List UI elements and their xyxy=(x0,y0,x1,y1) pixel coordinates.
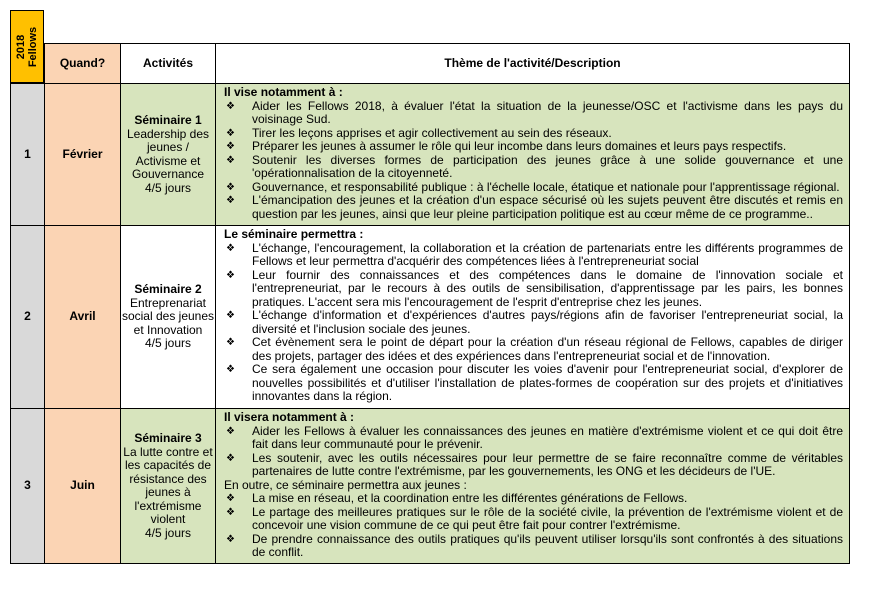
description-intro: Il vise notamment à : xyxy=(224,85,343,99)
bullet-text: L'échange d'information et d'expériences d'autres pays/régions afin de favoriser l'entrepreneuriat social, la diversité et l'inclusion sociale des jeunes. xyxy=(252,308,843,336)
activity-duration: 4/5 jours xyxy=(144,180,192,195)
row-month: Juin xyxy=(45,409,121,564)
diamond-bullet-icon: ❖ xyxy=(226,141,235,152)
list-item xyxy=(224,100,843,127)
description-cell xyxy=(216,84,850,226)
table-row xyxy=(11,409,850,564)
header-description: Thème de l'activité/Description xyxy=(216,44,850,84)
fellows-word: Fellows xyxy=(27,26,39,67)
description-cell xyxy=(216,226,850,409)
diamond-bullet-icon: ❖ xyxy=(226,310,235,321)
bullet-text: L'échange, l'encouragement, la collaboration et la création de partenariats entre les différents programmes de Fellows et leur permettra d'acquérir des compétences liées à l'entrepreneuriat social xyxy=(252,240,843,268)
bullet-text: L'émancipation des jeunes et la création d'un espace sécurisé où les sujets peuvent être discutés et remis en question par les jeunes, ainsi que leur pleine participation politique est au cœur même de ce programme.. xyxy=(252,193,843,221)
list-item xyxy=(224,492,843,506)
activity-cell xyxy=(121,226,216,409)
activity-title: Séminaire 2 xyxy=(134,282,202,297)
activity-cell xyxy=(121,84,216,226)
bullet-text: Gouvernance, et responsabilité publique : à l'échelle locale, étatique et nationale pour l'apprentissage régional. xyxy=(252,179,840,194)
list-item xyxy=(224,269,843,310)
bullet-text: Aider les Fellows 2018, à évaluer l'état la situation de la jeunesse/OSC et l'activisme dans les pays du voisinage Sud. xyxy=(252,98,843,126)
description-bullets xyxy=(224,242,843,404)
bullet-text: Ce sera également une occasion pour discuter les voies d'avenir pour l'entrepreneuriat social, d'explorer de nouvelles possibilités et d'utiliser l'installation de plates-formes de coopération sur des projets et d'initiatives innovantes dans la région. xyxy=(252,362,843,403)
bullet-text: Soutenir les diverses formes de participation des jeunes grâce à une solide gouvernance et une 'opérationnalisation de la citoyenneté. xyxy=(252,152,843,180)
description-cell xyxy=(216,409,850,564)
activity-title: Séminaire 1 xyxy=(134,113,202,127)
diamond-bullet-icon: ❖ xyxy=(226,452,235,464)
list-item xyxy=(224,533,843,560)
diamond-bullet-icon: ❖ xyxy=(226,181,235,193)
description-intro: Il visera notamment à : xyxy=(224,410,355,424)
list-item xyxy=(224,452,843,479)
list-item xyxy=(224,140,843,154)
bullet-text: Les soutenir, avec les outils nécessaires pour leur permettre de se faire reconnaître comme de véritables partenaires de lutte contre l'extrémisme, par les gouvernements, les ONG et les décideurs de l'UE. xyxy=(252,450,843,478)
diamond-bullet-icon: ❖ xyxy=(226,493,235,504)
diamond-bullet-icon: ❖ xyxy=(226,533,235,545)
table-header-row xyxy=(11,44,850,84)
row-month: Avril xyxy=(45,226,121,409)
bullet-text: Aider les Fellows à évaluer les connaissances des jeunes en matière d'extrémisme violent et ce qui doit être fait dans leur communauté pour le prévenir. xyxy=(252,423,843,451)
table-row xyxy=(11,226,850,409)
list-item xyxy=(224,425,843,452)
header-activities: Activités xyxy=(121,44,216,84)
diamond-bullet-icon: ❖ xyxy=(226,269,235,281)
activity-duration: 4/5 jours xyxy=(144,525,192,540)
diamond-bullet-icon: ❖ xyxy=(226,506,235,518)
list-item xyxy=(224,309,843,336)
list-item xyxy=(224,506,843,533)
list-item xyxy=(224,194,843,221)
activity-title: Séminaire 3 xyxy=(134,431,202,445)
bullet-text: De prendre connaissance des outils pratiques qu'ils peuvent utiliser lorsqu'ils sont confrontés à des situations de conflit. xyxy=(252,531,843,559)
description-bullets xyxy=(224,100,843,222)
fellows-year: 2018 xyxy=(15,34,27,59)
activity-theme: La lutte contre et les capacités de résistance des jeunes à l'extrémisme violent xyxy=(123,444,213,526)
diamond-bullet-icon: ❖ xyxy=(226,364,235,375)
diamond-bullet-icon: ❖ xyxy=(226,337,235,348)
description-intro-secondary: En outre, ce séminaire permettra aux jeunes : xyxy=(224,477,467,492)
header-when: Quand? xyxy=(45,44,121,84)
diamond-bullet-icon: ❖ xyxy=(226,127,235,139)
diamond-bullet-icon: ❖ xyxy=(226,425,235,437)
seminar-schedule-table xyxy=(10,43,850,564)
bullet-text: Cet évènement sera le point de départ pour la création d'un réseau régional de Fellows, capables de diriger des projets, partager des idées et des expériences dans l'entrepreneuriat social et de l'innovation. xyxy=(252,335,843,363)
row-month: Février xyxy=(45,84,121,226)
bullet-text: Préparer les jeunes à assumer le rôle qui leur incombe dans leurs domaines et leurs pays respectifs. xyxy=(252,139,787,153)
activity-duration: 4/5 jours xyxy=(144,336,192,351)
header-number xyxy=(11,44,45,84)
diamond-bullet-icon: ❖ xyxy=(226,195,235,206)
list-item xyxy=(224,336,843,363)
list-item xyxy=(224,363,843,404)
list-item xyxy=(224,127,843,141)
description-bullets-secondary xyxy=(224,492,843,560)
bullet-text: Le partage des meilleures pratiques sur le rôle de la société civile, la prévention de l'extrémisme violent et de concevoir une vision commune de ce qui peut être fait pour contrer l'extrémisme. xyxy=(252,504,843,532)
activity-theme: Leadership des jeunes / Activisme et Gouvernance xyxy=(126,126,210,181)
row-number: 2 xyxy=(11,226,45,409)
list-item xyxy=(224,242,843,269)
list-item xyxy=(224,154,843,181)
diamond-bullet-icon: ❖ xyxy=(226,100,235,112)
list-item xyxy=(224,181,843,195)
activity-cell xyxy=(121,409,216,564)
bullet-text: La mise en réseau, et la coordination entre les différentes générations de Fellows. xyxy=(252,491,688,505)
row-number: 1 xyxy=(11,84,45,226)
activity-theme: Entreprenariat social des jeunes et Innovation xyxy=(121,295,215,337)
bullet-text: Tirer les leçons apprises et agir collectivement au sein des réseaux. xyxy=(252,125,612,140)
diamond-bullet-icon: ❖ xyxy=(226,242,235,254)
description-intro: Le séminaire permettra : xyxy=(224,227,364,241)
description-bullets xyxy=(224,425,843,479)
table-row xyxy=(11,84,850,226)
bullet-text: Leur fournir des connaissances et des compétences dans le domaine de l'innovation sociale et l'entrepreneuriat, par le recours à des outils de sensibilisation, d'apprentissage par les pairs, les bonnes pratiques. L'accent sera mis l'encouragement de l'esprit d'entreprise chez les jeunes. xyxy=(252,267,843,309)
diamond-bullet-icon: ❖ xyxy=(226,154,235,166)
row-number: 3 xyxy=(11,409,45,564)
